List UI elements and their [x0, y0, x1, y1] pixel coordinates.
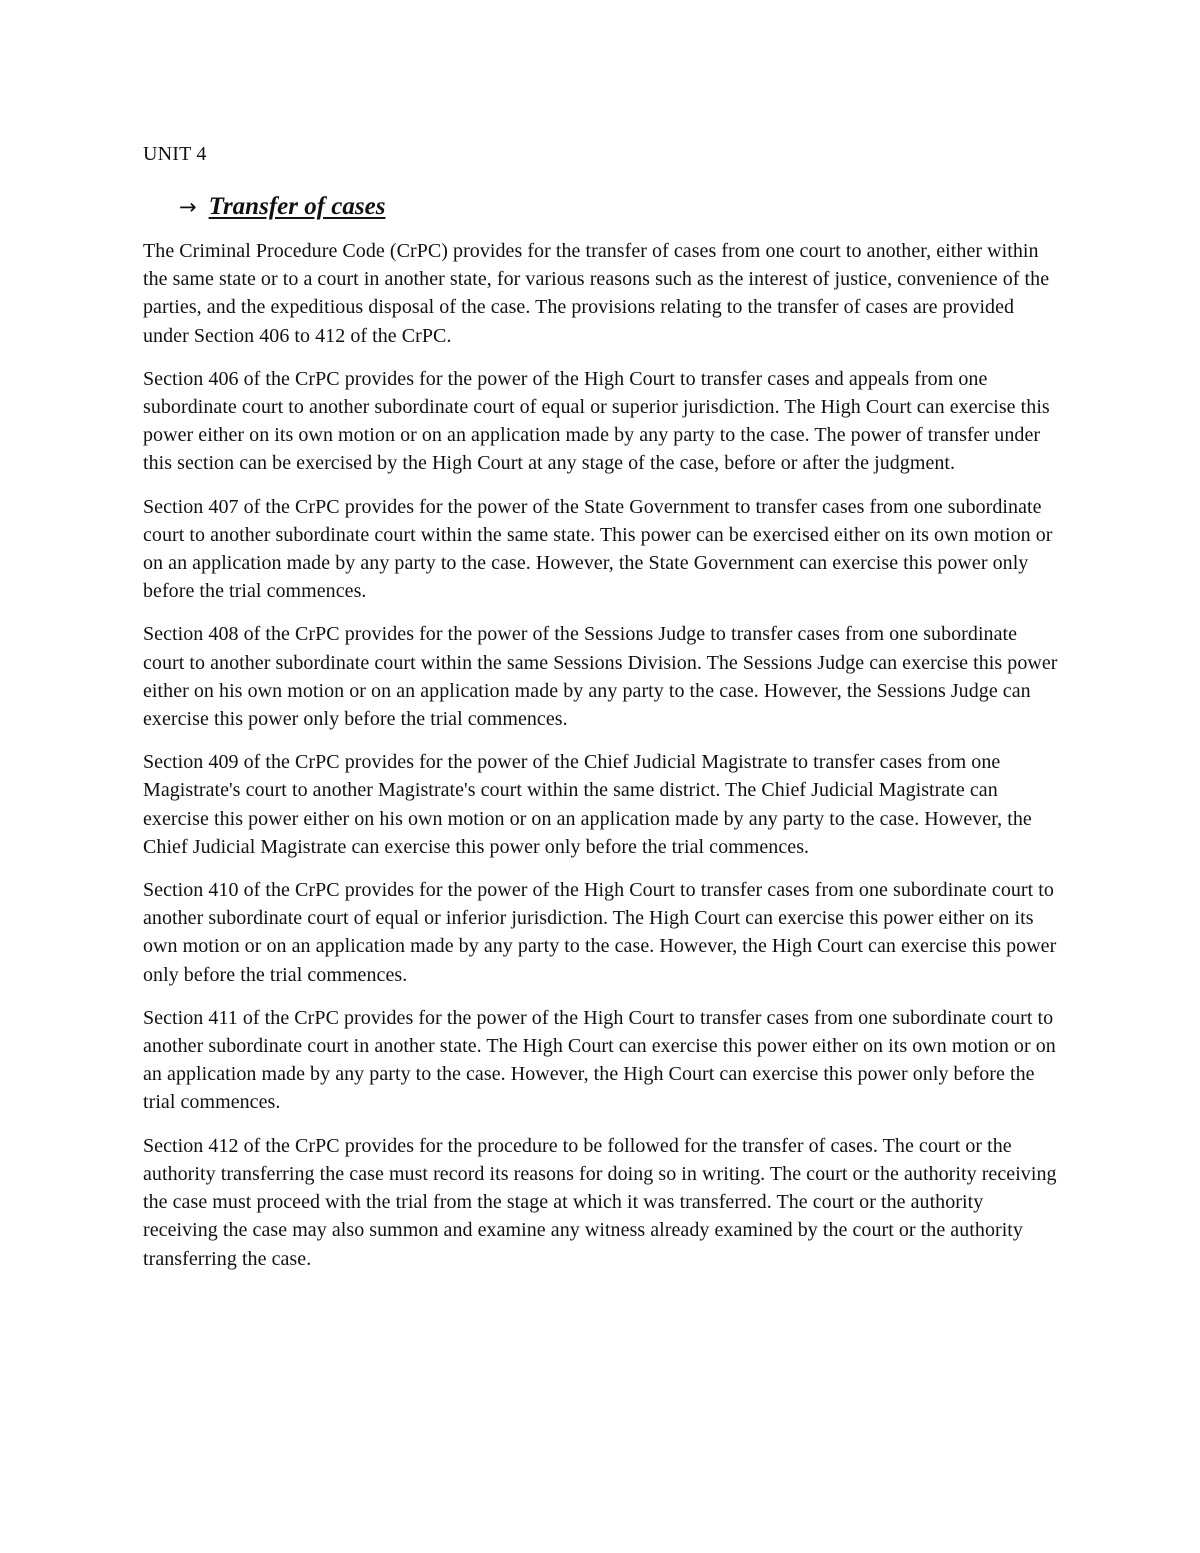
paragraph-section-412: Section 412 of the CrPC provides for the procedure to be followed for the transfer of cases. The court or the authority transferring the case must record its reasons for doing so in writing. The court or the authority receiving the case must proceed with the trial from the stage at which it was transferred. The court or the authority receiving the case may also summon and examine any witness already examined by the court or the authority transferring the case. [143, 1134, 1057, 1270]
paragraph-section-411: Section 411 of the CrPC provides for the power of the High Court to transfer cases from one subordinate court to another subordinate court in another state. The High Court can exercise this power either on its own motion or on an application made by any party to the case. However, the High Court can exercise this power only before the trial commences. [143, 1006, 1056, 1114]
paragraph-intro: The Criminal Procedure Code (CrPC) provides for the transfer of cases from one court to another, either within the same state or to a court in another state, for various reasons such as the interest of justice, convenience of the parties, and the expeditious disposal of the case. The provisions relating to the transfer of cases are provided under Section 406 to 412 of the CrPC. [143, 240, 1050, 347]
paragraph-section-407: Section 407 of the CrPC provides for the power of the State Government to transfer cases from one subordinate court to another subordinate court within the same state. This power can be exercised either on its own motion or on an application made by any party to the case. However, the State Government can exercise this power only before the trial commences. [143, 495, 1053, 603]
unit-label: UNIT 4 [143, 143, 207, 165]
right-arrow-icon: → [179, 195, 197, 219]
paragraph-section-410: Section 410 of the CrPC provides for the power of the High Court to transfer cases from one subordinate court to another subordinate court of equal or inferior jurisdiction. The High Court can exercise this power either on its own motion or on an application made by any party to the case. However, the High Court can exercise this power only before the trial commences. [143, 879, 1057, 986]
paragraph-section-406: Section 406 of the CrPC provides for the power of the High Court to transfer cases and appeals from one subordinate court to another subordinate court of equal or superior jurisdiction. The High Court can exercise this power either on its own motion or on an application made by any party to the case. The power of transfer under this section can be exercised by the High Court at any stage of the case, before or after the judgment. [143, 367, 1050, 475]
paragraph-section-409: Section 409 of the CrPC provides for the power of the Chief Judicial Magistrate to transfer cases from one Magistrate's court to another Magistrate's court within the same district. The Chief Judicial Magistrate can exercise this power either on his own motion or on an application made by any party to the case. However, the Chief Judicial Magistrate can exercise this power only before the trial commences. [143, 751, 1032, 858]
section-heading [179, 190, 1063, 224]
section-heading-text: Transfer of cases [208, 193, 386, 220]
paragraph-section-408: Section 408 of the CrPC provides for the power of the Sessions Judge to transfer cases from one subordinate court to another subordinate court within the same Sessions Division. The Sessions Judge can exercise this power either on his own motion or on an application made by any party to the case. However, the Sessions Judge can exercise this power only before the trial commences. [143, 623, 1058, 731]
document-body [143, 140, 1063, 1288]
